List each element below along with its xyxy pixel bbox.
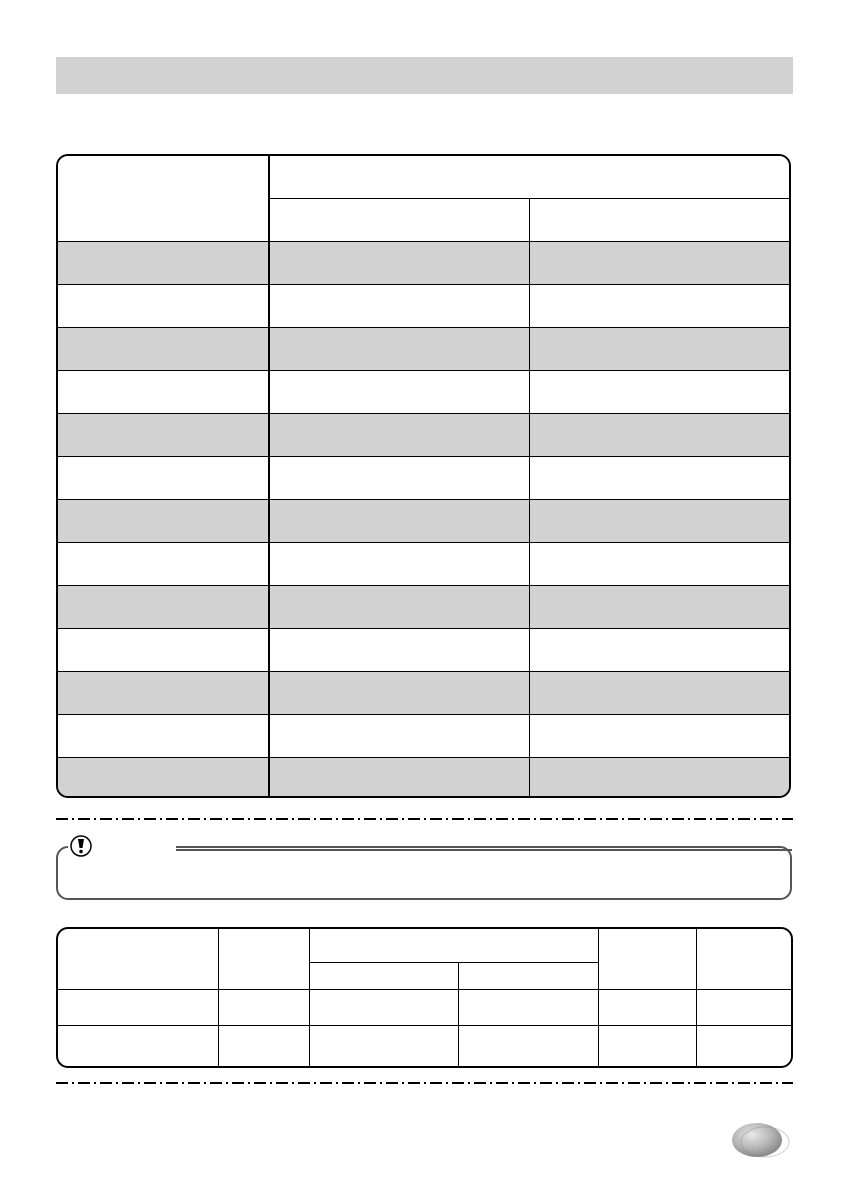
note-box: [56, 846, 792, 900]
page-number-badge: [730, 1120, 790, 1160]
table-row: [58, 543, 789, 586]
table-row: [58, 629, 789, 672]
table-row: [58, 328, 789, 371]
dash-dot-divider: [56, 818, 793, 820]
dash-dot-divider: [56, 1082, 793, 1084]
table-row: [58, 285, 789, 328]
table-row: [58, 414, 789, 457]
main-table-header: [58, 156, 789, 242]
table-row: [58, 242, 789, 285]
table-row: [58, 715, 789, 758]
table-row: [58, 672, 789, 715]
table-row: [58, 500, 789, 543]
table-row: [58, 457, 789, 500]
table-row: [58, 371, 789, 414]
main-table: [56, 154, 791, 798]
spec-table: [56, 927, 793, 1068]
table-row: [58, 586, 789, 629]
note-heading-rule: [176, 849, 792, 851]
exclamation-icon: [70, 835, 92, 857]
section-header-bar: [56, 57, 793, 94]
table-row: [58, 758, 789, 798]
